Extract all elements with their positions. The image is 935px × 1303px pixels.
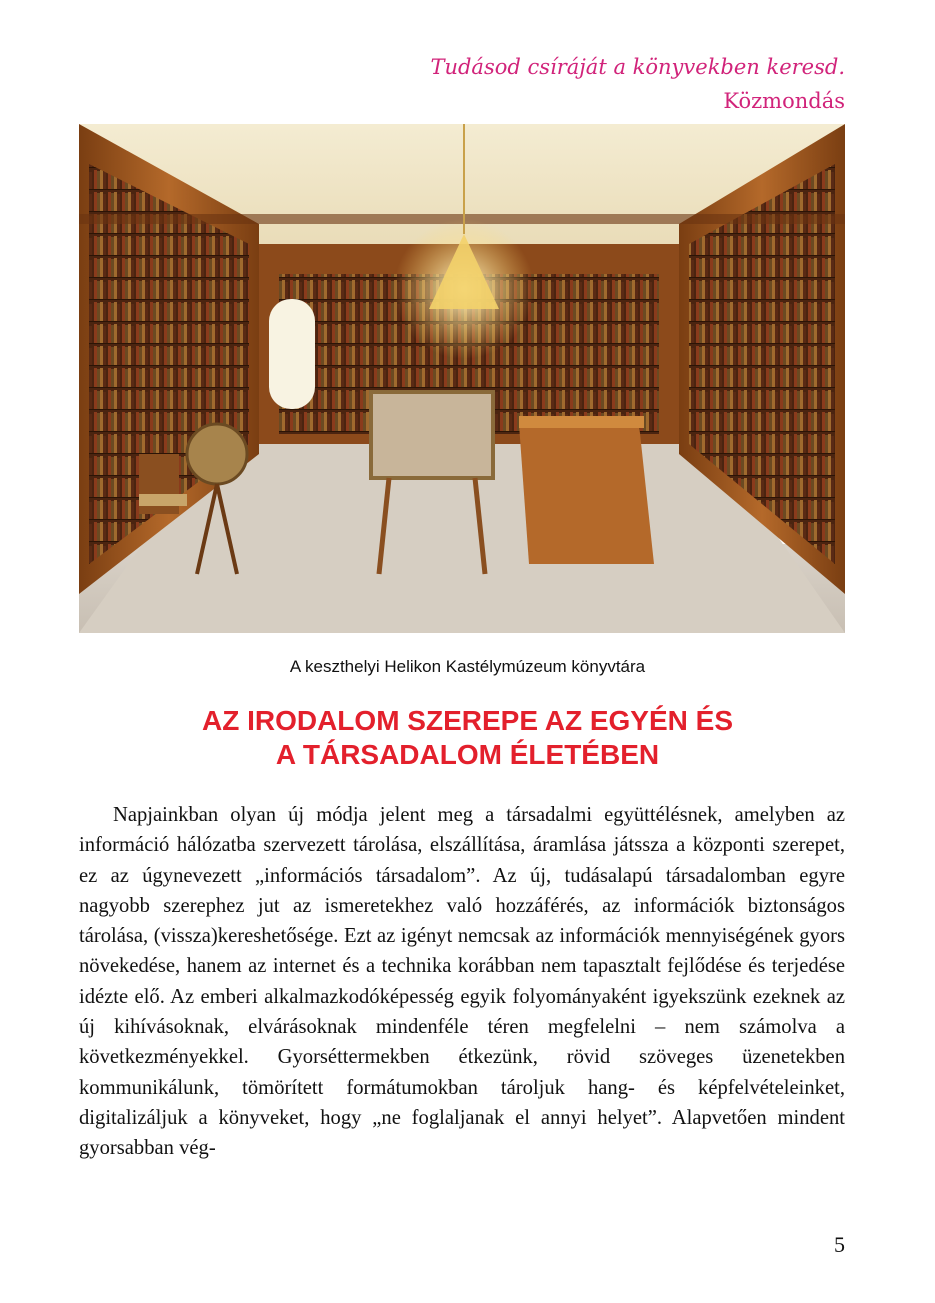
heading-line-1: AZ IRODALOM SZEREPE AZ EGYÉN ÉS	[201, 705, 733, 736]
photo-caption: A keszthelyi Helikon Kastélymúzeum könyvtára	[289, 657, 646, 676]
motto-quote: Tudásod csíráját a könyvekben keresd.	[430, 55, 845, 79]
library-illustration	[79, 124, 845, 633]
motto	[430, 50, 845, 118]
motto-source: Közmondás	[723, 89, 845, 113]
body-paragraph: Napjainkban olyan új módja jelent meg a társadalmi együttélésnek, amelyben az információ hálózatba szervezett tárolása, elszállítása, áramlása játssza a központi szerepet, ez az úgynevezett „információs társadalom”. Az új, tudásalapú társadalomban egyre nagyobb szerephez jut az ismeretekhez való hozzáférés, az információk biztonságos tárolása, (vissza)kereshetősége. Ezt az igényt nemcsak az információk mennyiségének gyors növekedése, hanem az internet és a technika korábban nem tapasztalt fejlődése és terjedése idézte elő. Az emberi alkalmazkodóképesség egyik folyományaként igyekszünk ezeknek az új kihívásoknak, elvárásoknak mindenféle téren megfelelni – nem számolva a következményekkel. Gyorséttermekben étkezünk, rövid szöveges üzenetekben kommunikálunk, tömörített formátumokban tároljuk hang- és képfelvételeinket, digitalizáljuk a könyveket, hogy „ne foglaljanak el annyi helyet”. Alapvetően mindent gyorsabban vég-	[79, 804, 845, 1160]
chapter-heading	[0, 704, 935, 772]
heading-line-2: A TÁRSADALOM ÉLETÉBEN	[275, 739, 660, 770]
page-number: 5	[834, 1232, 845, 1257]
library-photo	[79, 124, 845, 633]
